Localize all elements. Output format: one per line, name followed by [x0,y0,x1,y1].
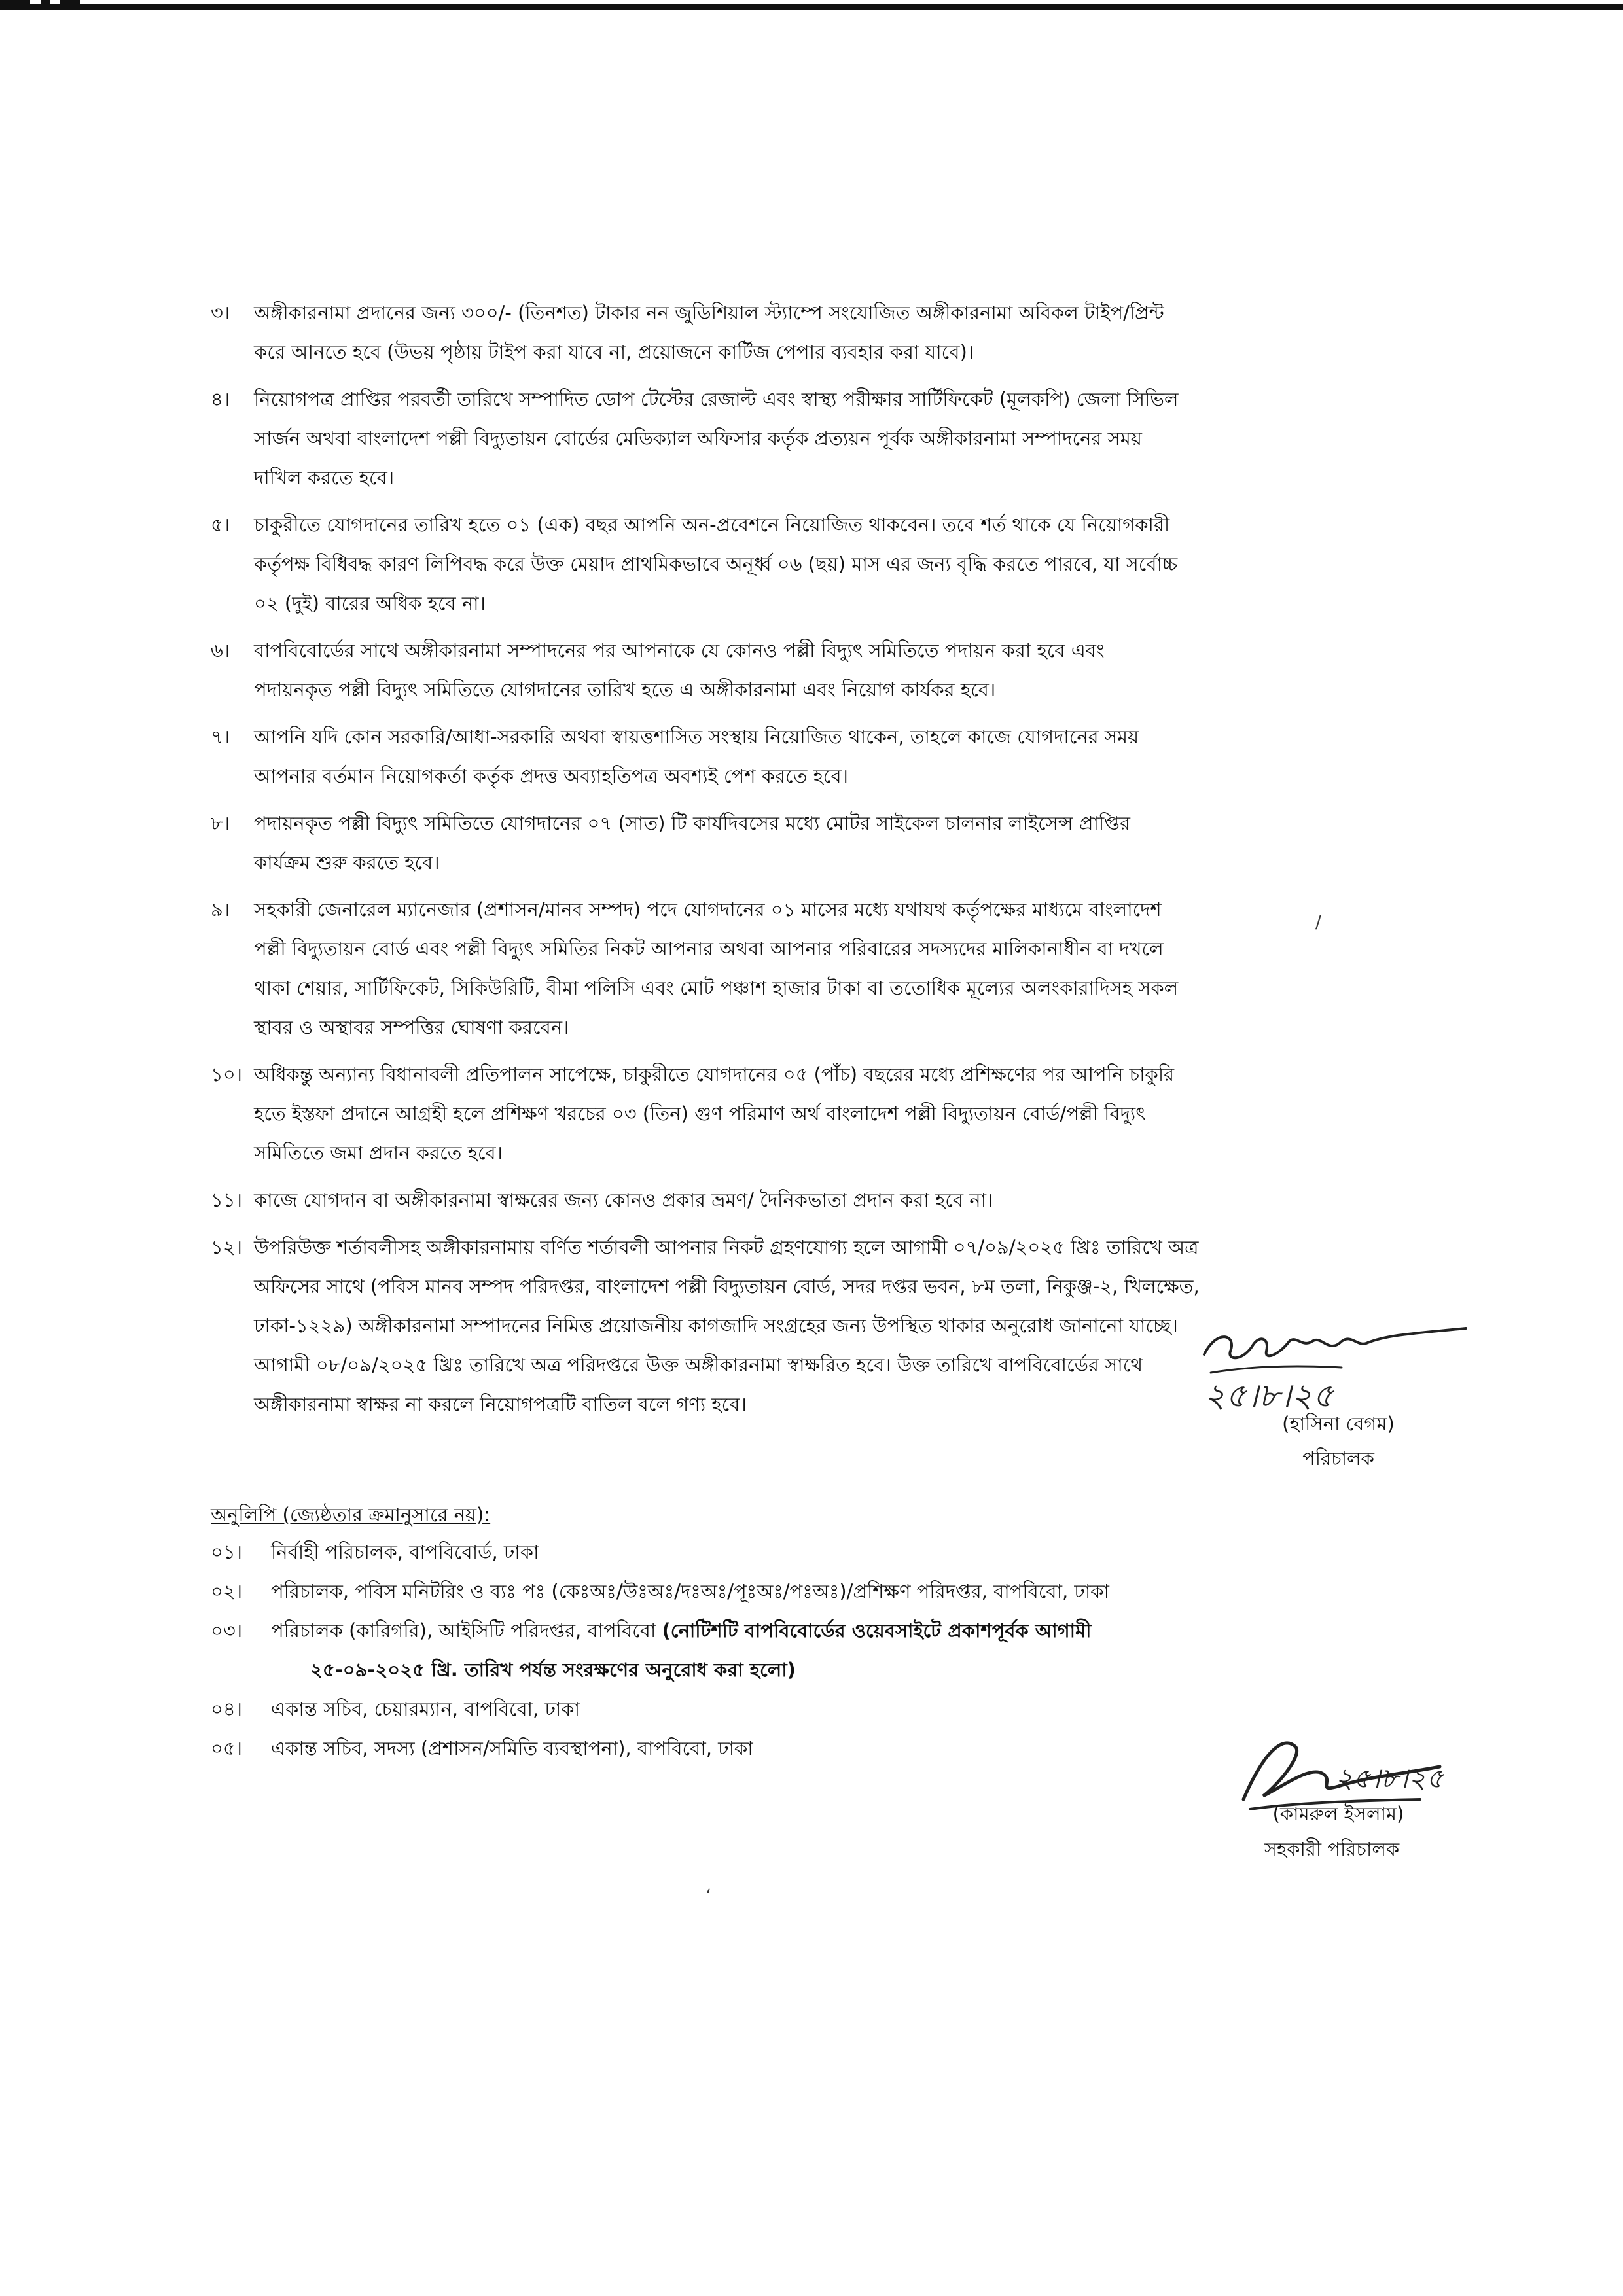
clause-text-line: পদায়নকৃত পল্লী বিদ্যুৎ সমিতিতে যোগদানের ০৭ (সাত) টি কার্যদিবসের মধ্যে মোটর সাইকেল চালনার লাইসেন্স প্রাপ্তির [254,812,1130,834]
clause-text-line: বাপবিবোর্ডের সাথে অঙ্গীকারনামা সম্পাদনের পর আপনাকে যে কোনও পল্লী বিদ্যুৎ সমিতিতে পদায়ন করা হবে এবং [254,639,1105,662]
clause-text-line: আপনার বর্তমান নিয়োগকর্তা কর্তৃক প্রদত্ত অব্যাহতিপত্র অবশ্যই পেশ করতে হবে। [254,765,848,787]
clause-number: ৭। [211,726,230,748]
clause-text-line: স্থাবর ও অস্থাবর সম্পত্তির ঘোষণা করবেন। [254,1016,569,1038]
copy-recipient-text: একান্ত সচিব, চেয়ারম্যান, বাপবিবো, ঢাকা [271,1698,580,1720]
clause-number: ৫। [211,514,230,536]
clause-number: ১২। [211,1236,243,1258]
clause-text-line: উপরিউক্ত শর্তাবলীসহ অঙ্গীকারনামায় বর্ণিত শর্তাবলী আপনার নিকট গ্রহণযোগ্য হলে আগামী ০৭/০৯/২০২৫ খ্রিঃ তারিখে অত্র [254,1236,1199,1258]
clause-text-line: অধিকন্তু অন্যান্য বিধানাবলী প্রতিপালন সাপেক্ষে, চাকুরীতে যোগদানের ০৫ (পাঁচ) বছরের মধ্যে প্রশিক্ষণের পর আপনি চাকুরি [254,1063,1175,1086]
term-clause [211,1180,1428,1220]
ink-speck: / [1315,913,1321,932]
copy-recipient [211,1689,1454,1729]
clause-text-line: সার্জন অথবা বাংলাদেশ পল্লী বিদ্যুতায়ন বোর্ডের মেডিক্যাল অফিসার কর্তৃক প্রত্যয়ন পূর্বক অঙ্গীকারনামা সম্পাদনের সময় [254,427,1142,450]
term-clause [211,293,1428,372]
copy-recipient-text: একান্ত সচিব, সদস্য (প্রশাসন/সমিতি ব্যবস্থাপনা), বাপবিবো, ঢাকা [271,1737,753,1759]
clause-number: ১০। [211,1063,243,1086]
signatory-designation: সহকারী পরিচালক [1264,1838,1400,1860]
ink-speck: ، [705,1878,711,1898]
clause-text-line: কর্তৃপক্ষ বিধিবদ্ধ কারণ লিপিবদ্ধ করে উক্ত মেয়াদ প্রাথমিকভাবে অনূর্ধ্ব ০৬ (ছয়) মাস এর জন্য বৃদ্ধি করতে পারবে, যা সর্বোচ্চ [254,553,1178,575]
copy-recipient [211,1572,1454,1611]
clause-number: ৩। [211,302,230,324]
clause-text-line: থাকা শেয়ার, সার্টিফিকেট, সিকিউরিটি, বীমা পলিসি এবং মোট পঞ্চাশ হাজার টাকা বা ততোধিক মূল্যের অলংকারাদিসহ সকল [254,977,1179,999]
clause-text-line: আপনি যদি কোন সরকারি/আধা-সরকারি অথবা স্বায়ত্তশাসিত সংস্থায় নিয়োজিত থাকেন, তাহলে কাজে যোগদানের সময় [254,726,1139,748]
copy-website-note: (নোটিশটি বাপবিবোর্ডের ওয়েবসাইটে প্রকাশপূর্বক আগামী [662,1619,1092,1642]
signatory-name: (কামরুল ইসলাম) [1272,1803,1404,1825]
clause-text-line: সহকারী জেনারেল ম্যানেজার (প্রশাসন/মানব সম্পদ) পদে যোগদানের ০১ মাসের মধ্যে যথাযথ কর্তৃপক্ষের মাধ্যমে বাংলাদেশ [254,898,1162,921]
clause-number: ১১। [211,1189,243,1211]
clause-text-line: নিয়োগপত্র প্রাপ্তির পরবর্তী তারিখে সম্পাদিত ডোপ টেস্টের রেজাল্ট এবং স্বাস্থ্য পরীক্ষার সার্টিফিকেট (মূলকপি) জেলা সিভিল [254,388,1179,410]
term-clause [211,505,1428,623]
clause-number: ৮। [211,812,230,834]
copy-distribution-heading: অনুলিপি (জ্যেষ্ঠতার ক্রমানুসারে নয়): [211,1504,491,1526]
svg-text:২৫।৮।২৫: ২৫।৮।২৫ [1335,1762,1444,1794]
copy-number: ০৫। [211,1737,243,1759]
signatory-name: (হাসিনা বেগম) [1282,1413,1395,1435]
copy-number: ০২। [211,1580,243,1602]
term-clause [211,631,1428,709]
copy-website-note-continued: ২৫-০৯-২০২৫ খ্রি. তারিখ পর্যন্ত সংরক্ষণের অনুরোধ করা হলো) [310,1659,796,1681]
copy-recipient-text: পরিচালক, পবিস মনিটরিং ও ব্যঃ পঃ (কেঃঅঃ/উঃঅঃ/দঃঅঃ/পূঃঅঃ/পঃঅঃ)/প্রশিক্ষণ পরিদপ্তর, বাপবিবো, ঢাকা [271,1580,1109,1602]
clause-number: ৪। [211,388,230,410]
clause-text-line: কাজে যোগদান বা অঙ্গীকারনামা স্বাক্ষরের জন্য কোনও প্রকার ভ্রমণ/ দৈনিকভাতা প্রদান করা হবে না। [254,1189,993,1211]
clause-text-line: ০২ (দুই) বারের অধিক হবে না। [254,592,486,614]
term-clause [211,380,1428,497]
term-clause [211,804,1428,882]
clause-text-line: পদায়নকৃত পল্লী বিদ্যুৎ সমিতিতে যোগদানের তারিখ হতে এ অঙ্গীকারনামা এবং নিয়োগ কার্যকর হবে। [254,679,996,701]
term-clause [211,717,1428,796]
clause-text-line: করে আনতে হবে (উভয় পৃষ্ঠায় টাইপ করা যাবে না, প্রয়োজনে কার্টিজ পেপার ব্যবহার করা যাবে)। [254,341,974,363]
clause-text-line: দাখিল করতে হবে। [254,467,395,489]
clause-text-line: হতে ইস্তফা প্রদানে আগ্রহী হলে প্রশিক্ষণ খরচের ০৩ (তিন) গুণ পরিমাণ অর্থ বাংলাদেশ পল্লী বিদ্যুতায়ন বোর্ড/পল্লী বিদ্যুৎ [254,1103,1146,1125]
top-corner-mark [41,0,50,10]
term-clause [211,1055,1428,1173]
top-border-rule [0,4,1623,10]
clause-text-line: কার্যক্রম শুরু করতে হবে। [254,851,440,874]
top-corner-mark [60,0,80,10]
copy-number: ০১। [211,1541,243,1563]
clause-text-line: ঢাকা-১২২৯) অঙ্গীকারনামা সম্পাদনের নিমিত্ত প্রয়োজনীয় কাগজাদি সংগ্রহের জন্য উপস্থিত থাকার অনুরোধ জানানো যাচ্ছে। [254,1315,1178,1337]
copy-recipient-text: পরিচালক (কারিগরি), আইসিটি পরিদপ্তর, বাপবিবো [271,1619,662,1642]
term-clause [211,890,1428,1047]
copy-number: ০৩। [211,1619,243,1642]
clause-number: ৬। [211,639,230,662]
clause-text-line: অঙ্গীকারনামা স্বাক্ষর না করলে নিয়োগপত্রটি বাতিল বলে গণ্য হবে। [254,1393,747,1415]
svg-text:২৫।৮।২৫: ২৫।৮।২৫ [1204,1377,1334,1415]
copy-recipient [211,1532,1454,1572]
clause-number: ৯। [211,898,230,921]
clause-text-line: চাকুরীতে যোগদানের তারিখ হতে ০১ (এক) বছর আপনি অন-প্রবেশনে নিয়োজিত থাকবেন। তবে শর্ত থাকে যে নিয়োগকারী [254,514,1170,536]
clause-text-line: অফিসের সাথে (পবিস মানব সম্পদ পরিদপ্তর, বাংলাদেশ পল্লী বিদ্যুতায়ন বোর্ড, সদর দপ্তর ভবন, ৮ম তলা, নিকুঞ্জ-২, খিলক্ষেত, [254,1275,1200,1298]
clause-text-line: অঙ্গীকারনামা প্রদানের জন্য ৩০০/- (তিনশত) টাকার নন জুডিশিয়াল স্ট্যাম্পে সংযোজিত অঙ্গীকারনামা অবিকল টাইপ/প্রিন্ট [254,302,1164,324]
copy-recipient-text: নির্বাহী পরিচালক, বাপবিবোর্ড, ঢাকা [271,1541,539,1563]
clause-text-line: পল্লী বিদ্যুতায়ন বোর্ড এবং পল্লী বিদ্যুৎ সমিতির নিকট আপনার অথবা আপনার পরিবারের সদস্যদের মালিকানাধীন বা দখলে [254,938,1164,960]
clause-text-line: সমিতিতে জমা প্রদান করতে হবে। [254,1142,503,1164]
top-corner-mark [0,0,30,10]
copy-number: ০৪। [211,1698,243,1720]
copy-recipient [211,1611,1454,1689]
signatory-designation: পরিচালক [1302,1447,1374,1470]
clause-text-line: আগামী ০৮/০৯/২০২৫ খ্রিঃ তারিখে অত্র পরিদপ্তরে উক্ত অঙ্গীকারনামা স্বাক্ষরিত হবে। উক্ত তারিখে বাপবিবোর্ডের সাথে [254,1354,1143,1376]
terms-list [211,293,1428,1432]
